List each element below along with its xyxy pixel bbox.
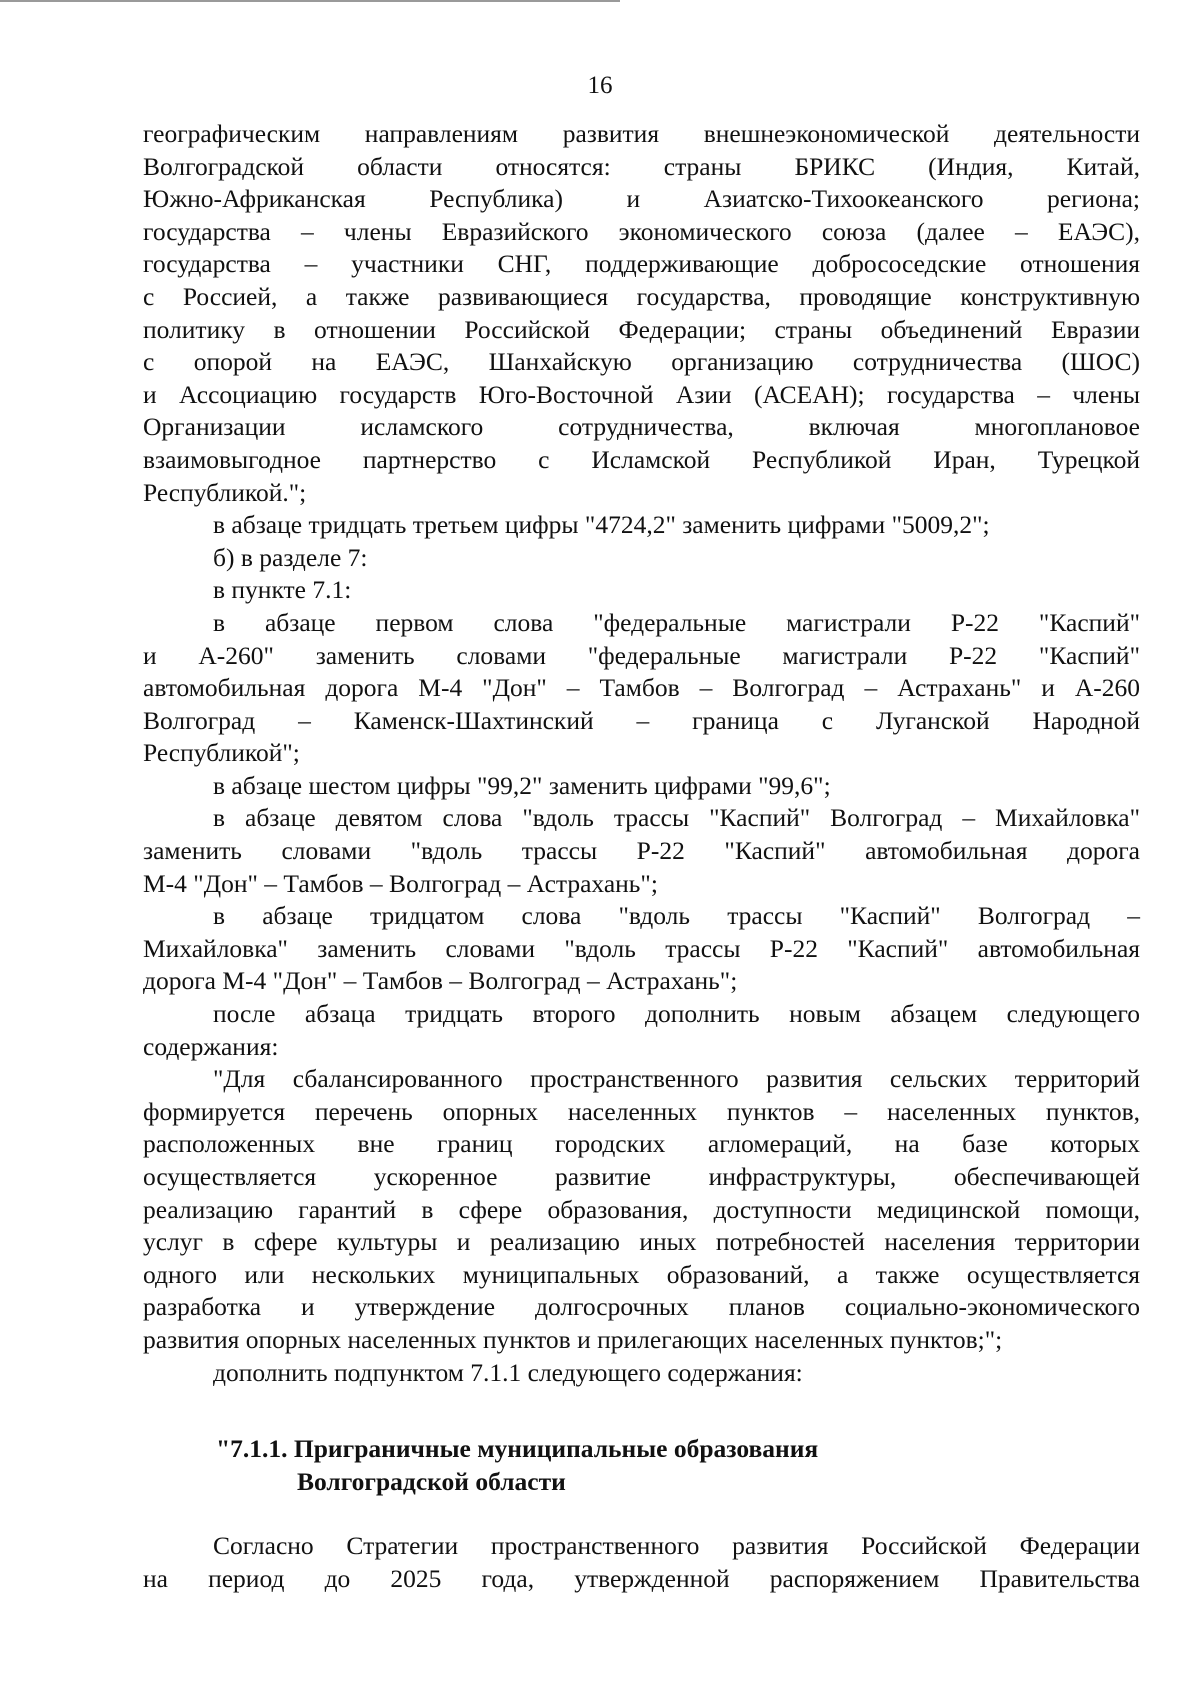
text-line: на период до 2025 года, утвержденной распоряжением Правительства bbox=[143, 1563, 1140, 1593]
text-line: услуг в сфере культуры и реализацию иных потребностей населения территории bbox=[143, 1227, 1140, 1257]
text-line: в абзаце шестом цифры "99,2" заменить цифрами "99,6"; bbox=[213, 770, 831, 800]
text-line: политику в отношении Российской Федерации; страны объединений Евразии bbox=[143, 314, 1140, 344]
text-line: с опорой на ЕАЭС, Шанхайскую организацию сотрудничества (ШОС) bbox=[143, 347, 1140, 377]
section-heading-line-1: "7.1.1. Приграничные муниципальные образования bbox=[216, 1434, 819, 1463]
text-line: дополнить подпунктом 7.1.1 следующего содержания: bbox=[213, 1357, 803, 1387]
text-line: Республикой."; bbox=[143, 477, 307, 507]
text-line: Михайловка" заменить словами "вдоль трассы Р-22 "Каспий" автомобильная bbox=[143, 933, 1140, 963]
text-line: "Для сбалансированного пространственного развития сельских территорий bbox=[213, 1064, 1140, 1094]
text-line: заменить словами "вдоль трассы Р-22 "Каспий" автомобильная дорога bbox=[143, 836, 1140, 866]
text-line: содержания: bbox=[143, 1031, 279, 1061]
scan-edge-line bbox=[0, 0, 620, 2]
body-text bbox=[143, 118, 1140, 1389]
text-line: и Ассоциацию государств Юго-Восточной Азии (АСЕАН); государства – члены bbox=[143, 379, 1140, 409]
text-line: и А-260" заменить словами "федеральные магистрали Р-22 "Каспий" bbox=[143, 640, 1140, 670]
text-line: после абзаца тридцать второго дополнить новым абзацем следующего bbox=[213, 999, 1140, 1029]
text-line: в абзаце тридцать третьем цифры "4724,2" заменить цифрами "5009,2"; bbox=[213, 510, 990, 540]
text-line: с Россией, а также развивающиеся государства, проводящие конструктивную bbox=[143, 281, 1140, 311]
text-line: Волгоград – Каменск-Шахтинский – граница с Луганской Народной bbox=[143, 705, 1140, 735]
page-number: 16 bbox=[587, 72, 613, 99]
text-line: в абзаце девятом слова "вдоль трассы "Каспий" Волгоград – Михайловка" bbox=[213, 803, 1140, 833]
text-line: Волгоградской области относятся: страны БРИКС (Индия, Китай, bbox=[143, 151, 1140, 181]
text-line: развития опорных населенных пунктов и прилегающих населенных пунктов;"; bbox=[143, 1324, 1003, 1354]
text-line: Согласно Стратегии пространственного развития Российской Федерации bbox=[213, 1531, 1140, 1560]
final-paragraph bbox=[143, 1530, 1140, 1595]
text-line: в абзаце первом слова "федеральные магистрали Р-22 "Каспий" bbox=[213, 607, 1140, 637]
text-line: взаимовыгодное партнерство с Исламской Республикой Иран, Турецкой bbox=[143, 444, 1140, 474]
text-line: расположенных вне границ городских агломераций, на базе которых bbox=[143, 1129, 1140, 1159]
text-line: в пункте 7.1: bbox=[213, 575, 352, 605]
text-line: осуществляется ускоренное развитие инфраструктуры, обеспечивающей bbox=[143, 1162, 1140, 1191]
text-line: формируется перечень опорных населенных пунктов – населенных пунктов, bbox=[143, 1096, 1140, 1126]
text-line: разработка и утверждение долгосрочных планов социально-экономического bbox=[143, 1292, 1140, 1322]
text-line: Южно-Африканская Республика) и Азиатско-Тихоокеанского региона; bbox=[143, 184, 1140, 214]
text-line: географическим направлениям развития внешнеэкономической деятельности bbox=[143, 119, 1140, 148]
text-line: Организации исламского сотрудничества, включая многоплановое bbox=[143, 412, 1140, 442]
text-line: Республикой"; bbox=[143, 738, 300, 768]
section-heading bbox=[216, 1432, 818, 1498]
text-line: в абзаце тридцатом слова "вдоль трассы "Каспий" Волгоград – bbox=[213, 901, 1140, 931]
text-line: автомобильная дорога М-4 "Дон" – Тамбов – Волгоград – Астрахань" и А-260 bbox=[143, 673, 1140, 703]
text-line: одного или нескольких муниципальных образований, а также осуществляется bbox=[143, 1259, 1140, 1289]
text-line: государства – члены Евразийского экономического союза (далее – ЕАЭС), bbox=[143, 216, 1140, 246]
text-line: М-4 "Дон" – Тамбов – Волгоград – Астрахань"; bbox=[143, 868, 658, 898]
text-line: государства – участники СНГ, поддерживающие добрососедские отношения bbox=[143, 249, 1140, 279]
text-line: реализацию гарантий в сфере образования, доступности медицинской помощи, bbox=[143, 1194, 1140, 1224]
section-heading-line-2: Волгоградской области bbox=[297, 1467, 566, 1496]
text-line: б) в разделе 7: bbox=[213, 542, 368, 572]
text-line: дорога М-4 "Дон" – Тамбов – Волгоград – Астрахань"; bbox=[143, 966, 738, 996]
